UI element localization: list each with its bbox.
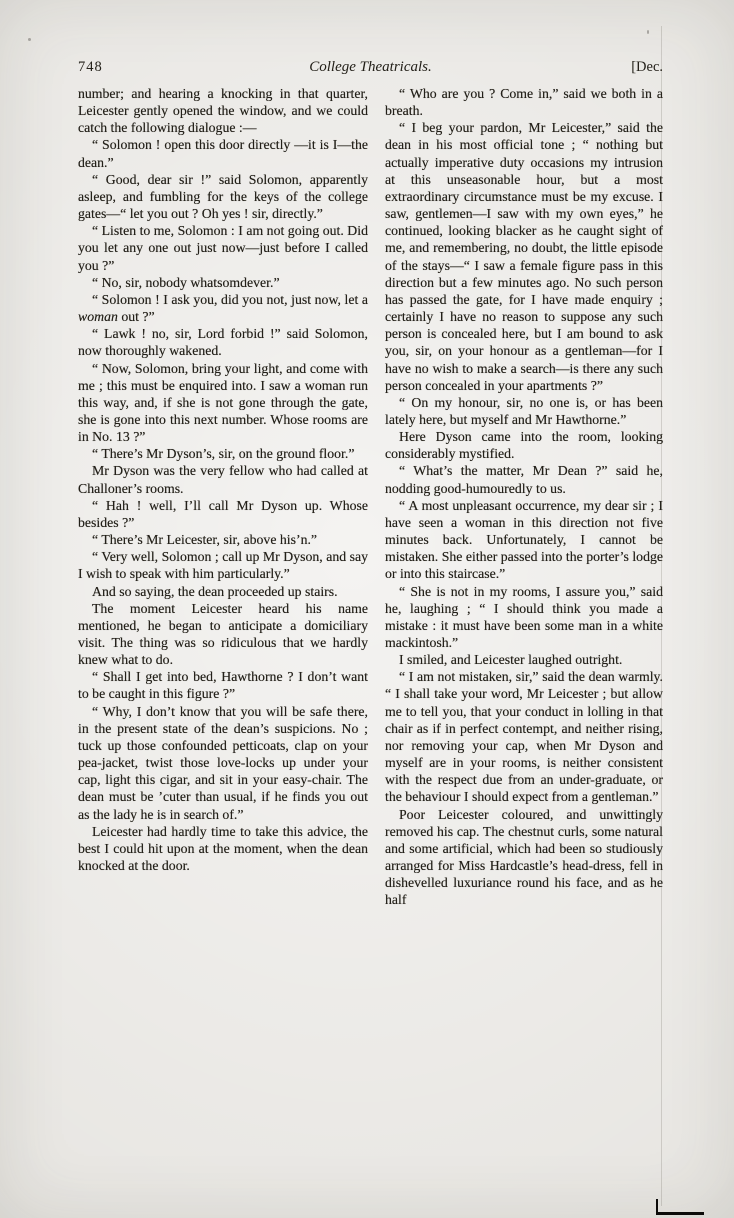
paragraph: Mr Dyson was the very fellow who had called at Challoner’s rooms.	[78, 463, 368, 496]
paragraph: The moment Leicester heard his name mentioned, he began to anticipate a domiciliary visit. The thing was so ridiculous that we hardly knew what to do.	[78, 600, 368, 668]
paragraph: “ Very well, Solomon ; call up Mr Dyson, and say I wish to speak with him particularly.”	[78, 549, 368, 582]
paragraph: “ Why, I don’t know that you will be safe there, in the present state of the dean’s suspicions. No ; tuck up those confounded petticoats, clap on your pea-jacket, twist those love-locks up under your cap, light this cigar, and sit in your easy-chair. The dean must be ’cuter than usual, if he finds you out as the lady he is in search of.”	[78, 703, 368, 822]
paragraph: “ Listen to me, Solomon : I am not going out. Did you let any one out just now—just before I called you ?”	[78, 223, 368, 273]
paragraph: And so saying, the dean proceeded up stairs.	[92, 583, 338, 599]
paragraph: “ No, sir, nobody whatsomdever.”	[92, 274, 280, 290]
paragraph: “ Hah ! well, I’ll call Mr Dyson up. Whose besides ?”	[78, 497, 368, 530]
paragraph: “ I am not mistaken, sir,” said the dean warmly. “ I shall take your word, Mr Leicester ; but allow me to tell you, that your conduct in lolling in that chair as if in perfect contempt, and neither rising, nor removing your cap, when Mr Dyson and myself are in your rooms, is neither consistent with the respect due from an under-graduate, or the behaviour I should expect from a gentleman.”	[385, 669, 663, 805]
text-columns	[78, 85, 663, 909]
scan-speck	[28, 38, 31, 41]
column-right	[385, 85, 663, 909]
paragraph: Poor Leicester coloured, and unwittingly removed his cap. The chestnut curls, some natural and some artificial, which had been so studiously arranged for Miss Hardcastle’s head-dress, fell in dishevelled luxuriance round his face, and as he half	[385, 806, 663, 908]
page-title: College Theatricals.	[309, 59, 432, 75]
paragraph: number; and hearing a knocking in that quarter, Leicester gently opened the window, and we could catch the following dialogue :—	[78, 86, 368, 136]
paragraph: “ Shall I get into bed, Hawthorne ? I don’t want to be caught in this figure ?”	[78, 669, 368, 702]
paragraph: “ Good, dear sir !” said Solomon, apparently asleep, and fumbling for the keys of the college gates—“ let you out ? Oh yes ! sir, directly.”	[78, 171, 368, 222]
paragraph: I smiled, and Leicester laughed outright.	[399, 652, 623, 668]
paragraph: “ She is not in my rooms, I assure you,” said he, laughing ; “ I should think you made a mistake : it must have been some man in a white mackintosh.”	[385, 583, 663, 650]
paragraph: “ A most unpleasant occurrence, my dear sir ; I have seen a woman in this direction not five minutes back. Unfortunately, I cannot be mistaken. She either passed into the porter’s lodge or into this staircase.”	[385, 497, 663, 582]
paragraph: “ Now, Solomon, bring your light, and come with me ; this must be enquired into. I saw a woman run this way, and, if she is not gone through the gate, she is gone into this next number. Whose rooms are in No. 13 ?”	[78, 360, 368, 445]
paragraph: “ On my honour, sir, no one is, or has been lately here, but myself and Mr Hawthorne.”	[385, 394, 663, 427]
italic-word: woman	[78, 309, 118, 325]
issue-label: [Dec.	[631, 59, 663, 75]
page-edge-scan-line	[661, 26, 662, 1206]
paragraph: “ Lawk ! no, sir, Lord forbid !” said Solomon, now thoroughly wakened.	[78, 326, 368, 359]
page-header	[78, 58, 663, 76]
paragraph: Leicester had hardly time to take this advice, the best I could hit upon at the moment, when the dean knocked at the door.	[78, 823, 368, 874]
corner-mark	[656, 1199, 704, 1215]
paragraph: “ Solomon ! I ask you, did you not, just now, let a woman out ?”	[78, 291, 368, 325]
paragraph: “ There’s Mr Dyson’s, sir, on the ground floor.”	[92, 446, 355, 462]
column-left	[78, 85, 368, 909]
page-number: 748	[78, 59, 103, 75]
paragraph: “ Solomon ! open this door directly —it is I—the dean.”	[78, 137, 368, 170]
scan-speck	[647, 30, 649, 34]
paragraph: Here Dyson came into the room, looking considerably mystified.	[385, 429, 663, 462]
paragraph: “ What’s the matter, Mr Dean ?” said he, nodding good-humouredly to us.	[385, 463, 663, 496]
paragraph: “ There’s Mr Leicester, sir, above his’n.”	[92, 532, 318, 548]
paragraph: “ I beg your pardon, Mr Leicester,” said the dean in his most official tone ; “ nothing but actually imperative duty occasions my intrusion at this unseasonable hour, but a most extraordinary circumstance must be my excuse. I saw, gentlemen—I saw with my own eyes,” he continued, looking blacker as he caught sight of me, and remembering, no doubt, the little episode of the stays—“ I saw a female figure pass in this direction but a few minutes ago. No such person has passed the gate, for I have made enquiry ; certainly I have no reason to suppose any such person is concealed here, but I am bound to ask you, sir, on your honour as a gentleman—for I have no wish to make a search—is there any such person concealed in your apartments ?”	[385, 120, 663, 393]
paragraph: “ Who are you ? Come in,” said we both in a breath.	[385, 86, 663, 119]
